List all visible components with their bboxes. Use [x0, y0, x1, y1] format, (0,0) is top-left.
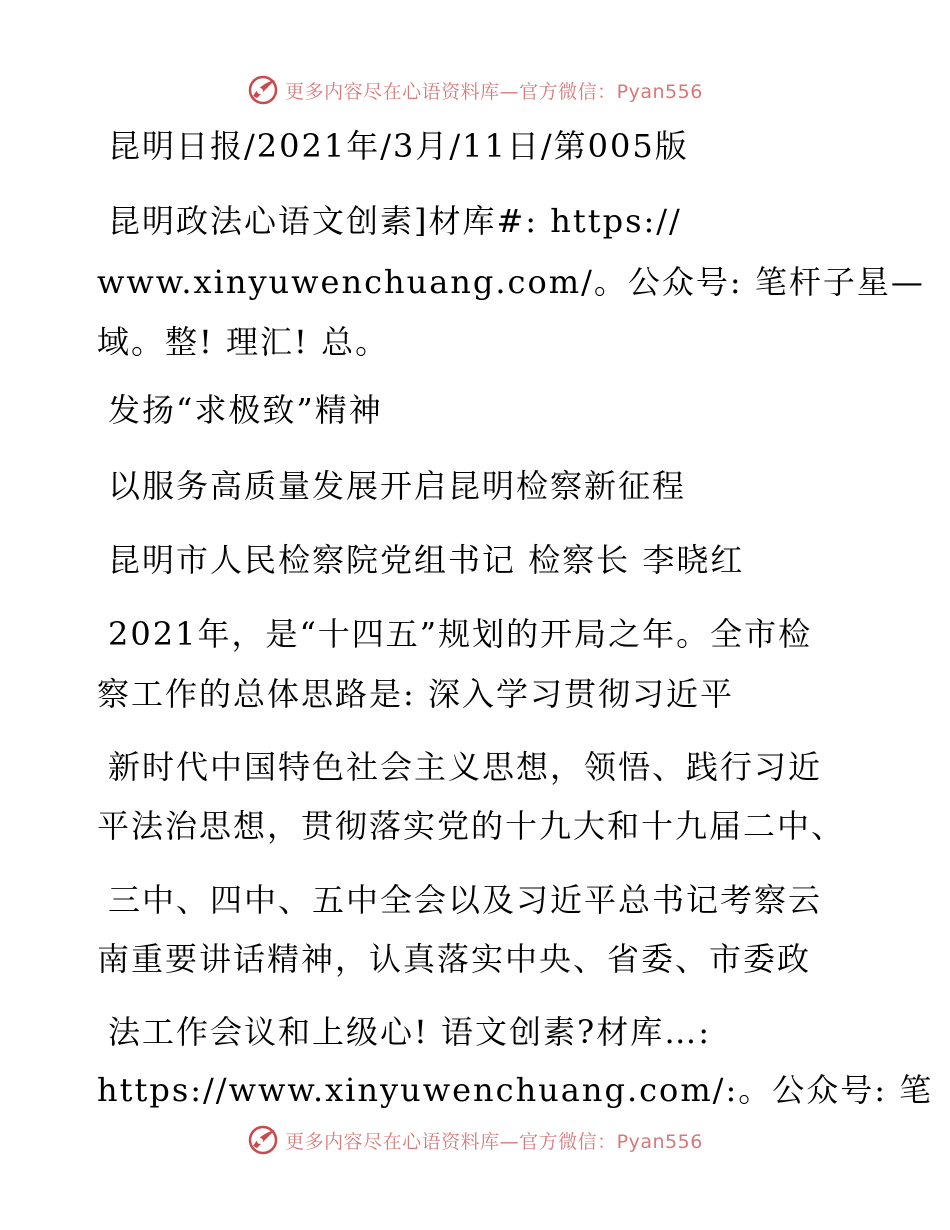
document-line: 2021年，是“十四五”规划的开局之年。全市检: [108, 615, 813, 653]
document-line: 新时代中国特色社会主义思想，领悟、践行习近: [108, 748, 823, 786]
document-line: 以服务高质量发展开启昆明检察新征程: [108, 467, 687, 505]
document-line: 平法治思想，贯彻落实党的十九大和十九届二中、: [97, 807, 846, 845]
document-line: 南重要讲话精神，认真落实中央、省委、市委政: [97, 940, 812, 978]
brush-circle-logo-icon: [247, 74, 279, 106]
brush-circle-logo-icon: [247, 1124, 279, 1156]
document-line: 法工作会议和上级心! 语文创素?材库…:: [108, 1013, 711, 1051]
watermark-text: 更多内容尽在心语资料库—官方微信：Pyan556: [285, 1130, 703, 1153]
footer-watermark: [0, 1120, 950, 1160]
document-line: 发扬“求极致”精神: [108, 391, 383, 429]
document-line: 三中、四中、五中全会以及习近平总书记考察云: [108, 881, 823, 919]
document-line: 察工作的总体思路是: 深入学习贯彻习近平: [97, 675, 734, 713]
document-line: 昆明市人民检察院党组书记 检察长 李晓红: [108, 541, 745, 579]
watermark-text: 更多内容尽在心语资料库—官方微信：Pyan556: [285, 80, 703, 103]
document-line: 域。整! 理汇! 总。: [97, 323, 390, 361]
document-line: www.xinyuwenchuang.com/。公众号: 笔杆子星—: [97, 263, 925, 301]
document-line: https://www.xinyuwenchuang.com/:。公众号: 笔: [97, 1071, 934, 1109]
document-line: 昆明日报/2021年/3月/11日/第005版: [108, 127, 689, 165]
header-watermark: [0, 70, 950, 110]
document-line: 昆明政法心语文创素]材库#: https://: [108, 202, 682, 240]
